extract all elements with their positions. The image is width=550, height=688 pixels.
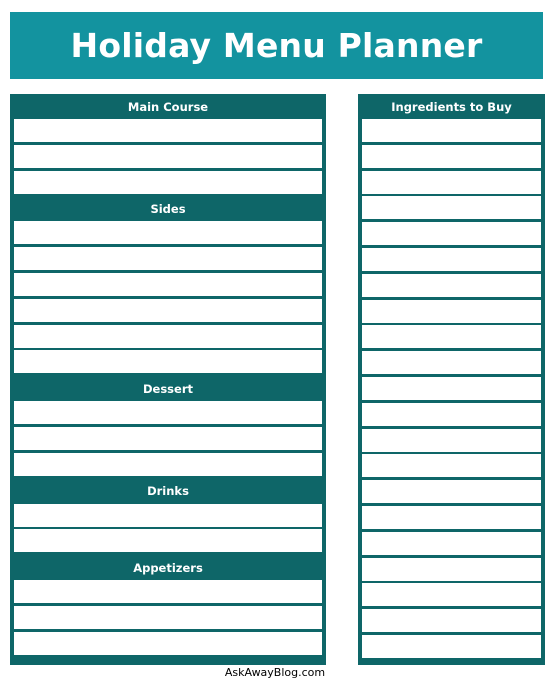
write-line-ingredient[interactable] [362,274,541,297]
write-line-sides[interactable] [14,221,322,244]
write-line-ingredient[interactable] [362,583,541,606]
write-line-ingredient[interactable] [362,609,541,632]
page-title: Holiday Menu Planner [70,26,483,65]
write-line-appetizers[interactable] [14,580,322,603]
write-line-ingredient[interactable] [362,506,541,529]
write-line-ingredient[interactable] [362,429,541,452]
write-line-appetizers[interactable] [14,632,322,655]
write-line-sides[interactable] [14,273,322,296]
write-line-ingredient[interactable] [362,300,541,323]
write-line-ingredient[interactable] [362,171,541,194]
write-line-ingredient[interactable] [362,145,541,168]
section-header-main-course: Main Course [127,99,209,114]
write-line-ingredient[interactable] [362,222,541,245]
section-header-dessert: Dessert [142,381,193,396]
ingredients-panel [358,94,545,665]
write-line-sides[interactable] [14,350,322,373]
menu-panel [10,94,326,665]
write-line-ingredient[interactable] [362,248,541,271]
write-line-drinks[interactable] [14,529,322,552]
section-header-drinks: Drinks [147,484,189,499]
write-line-ingredient[interactable] [362,403,541,426]
write-line-appetizers[interactable] [14,606,322,629]
write-line-main-course[interactable] [14,145,322,168]
write-line-ingredient[interactable] [362,558,541,581]
write-line-sides[interactable] [14,247,322,270]
write-line-ingredient[interactable] [362,196,541,219]
write-line-ingredient[interactable] [362,532,541,555]
write-line-sides[interactable] [14,299,322,322]
write-line-dessert[interactable] [14,453,322,476]
write-line-ingredient[interactable] [362,454,541,477]
title-banner [10,12,543,79]
section-header-ingredients-to-buy: Ingredients to Buy [391,99,512,114]
write-line-ingredient[interactable] [362,325,541,348]
write-line-ingredient[interactable] [362,119,541,142]
write-line-sides[interactable] [14,325,322,348]
write-line-dessert[interactable] [14,401,322,424]
section-header-sides: Sides [150,201,186,216]
write-line-ingredient[interactable] [362,480,541,503]
write-line-ingredient[interactable] [362,351,541,374]
section-header-appetizers: Appetizers [133,560,203,575]
footer-credit: AskAwayBlog.com [224,666,326,679]
write-line-main-course[interactable] [14,119,322,142]
write-line-main-course[interactable] [14,171,322,194]
write-line-drinks[interactable] [14,504,322,527]
write-line-dessert[interactable] [14,427,322,450]
write-line-ingredient[interactable] [362,377,541,400]
write-line-ingredient[interactable] [362,635,541,658]
